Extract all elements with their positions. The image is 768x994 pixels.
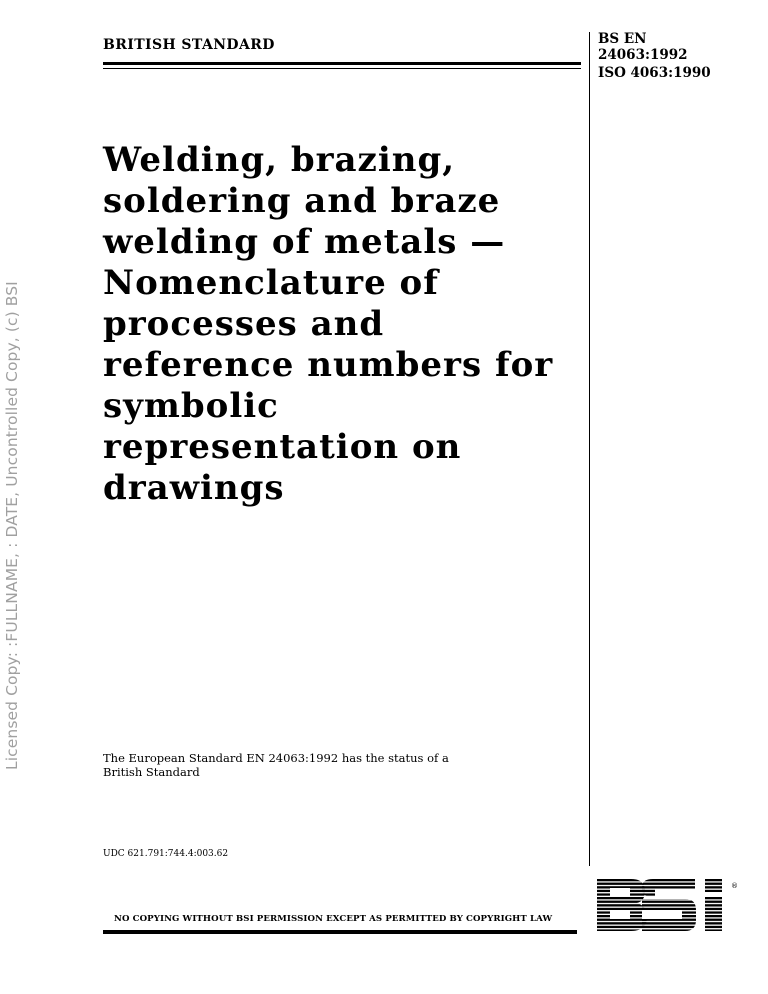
header-rule-thick — [103, 62, 581, 65]
svg-text:®: ® — [731, 882, 738, 890]
header-label: BRITISH STANDARD — [103, 37, 275, 53]
header-rule-thin — [103, 68, 581, 69]
footer-rule — [103, 930, 577, 934]
watermark — [0, 220, 24, 770]
copyright-notice: NO COPYING WITHOUT BSI PERMISSION EXCEPT AS PERMITTED BY COPYRIGHT LAW — [114, 914, 553, 924]
status-line: British Standard — [103, 765, 200, 779]
status-statement — [103, 751, 483, 779]
bsi-logo — [597, 879, 738, 931]
standard-number-bs-en: BS EN — [598, 31, 647, 47]
column-divider — [589, 32, 590, 866]
document-title: Welding, brazing, soldering and braze welding of metals — Nomenclature of processes and reference numbers for symbolic representation on drawings — [103, 140, 554, 508]
udc-code: UDC 621.791:744.4:003.62 — [103, 849, 229, 859]
status-line: The European Standard EN 24063:1992 has the status of a — [103, 751, 449, 765]
watermark-text: Licensed Copy: :FULLNAME, : DATE, Uncontrolled Copy, (c) BSI — [3, 281, 21, 770]
standard-numbers — [598, 31, 711, 81]
standard-number-iso: ISO 4063:1990 — [598, 65, 711, 81]
standard-number-en: 24063:1992 — [598, 47, 688, 63]
